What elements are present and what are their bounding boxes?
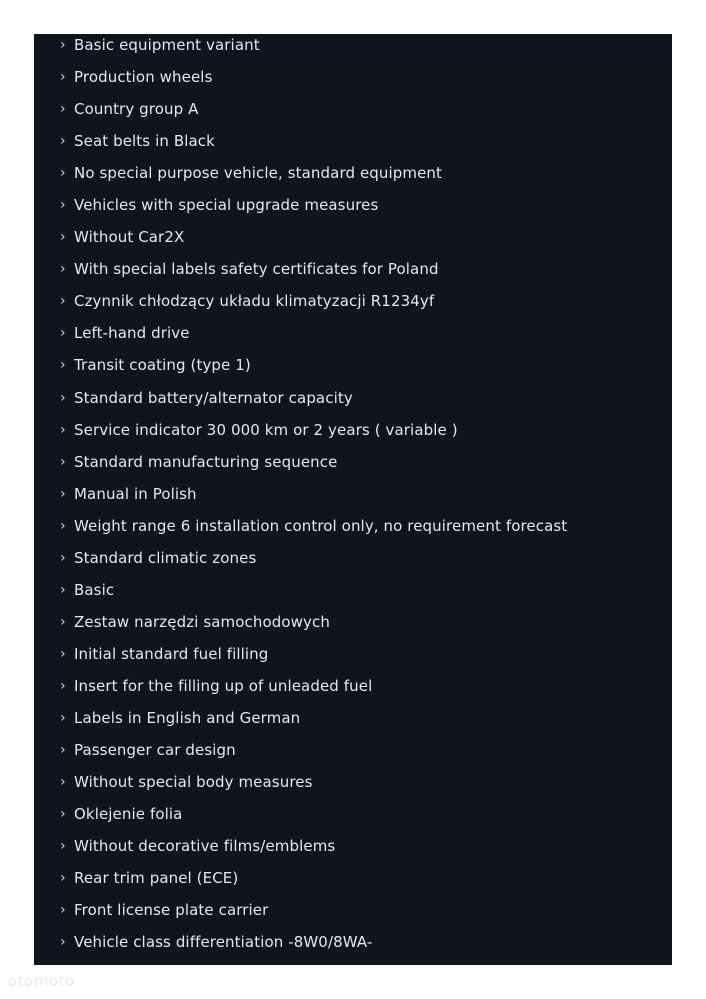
- list-item-label: Vehicles with special upgrade measures: [74, 196, 379, 215]
- list-item-label: Czynnik chłodzący układu klimatyzacji R1234yf: [74, 292, 435, 311]
- list-item-label: No special purpose vehicle, standard equipment: [74, 164, 443, 183]
- list-item-label: Labels in English and German: [74, 709, 301, 727]
- list-item-label: Manual in Polish: [74, 484, 197, 503]
- list-item: [60, 253, 660, 285]
- chevron-right-icon: ›: [60, 517, 66, 534]
- list-item: [60, 734, 660, 766]
- chevron-right-icon: ›: [60, 934, 66, 951]
- list-item: [60, 702, 660, 734]
- watermark: otomoto: [8, 972, 75, 990]
- equipment-list: [60, 29, 660, 958]
- list-item: [60, 349, 660, 381]
- list-item-label: Without decorative films/emblems: [74, 837, 336, 856]
- equipment-panel: [34, 34, 672, 965]
- chevron-right-icon: ›: [60, 838, 66, 855]
- list-item-label: Seat belts in Black: [74, 132, 215, 151]
- list-item-label: Passenger car design: [74, 741, 236, 760]
- list-item-label: Without special body measures: [74, 773, 313, 792]
- list-item-label: Standard battery/alternator capacity: [74, 388, 353, 407]
- chevron-right-icon: ›: [60, 774, 66, 791]
- list-item: [60, 478, 660, 510]
- list-item: [60, 798, 660, 830]
- list-item: [60, 446, 660, 478]
- chevron-right-icon: ›: [60, 806, 66, 823]
- list-item: [60, 574, 660, 606]
- list-item-label: Service indicator 30 000 km or 2 years ( variable ): [74, 420, 458, 439]
- chevron-right-icon: ›: [60, 710, 66, 726]
- list-item-label: Production wheels: [74, 68, 213, 87]
- chevron-right-icon: ›: [60, 37, 66, 54]
- chevron-right-icon: ›: [60, 549, 66, 566]
- list-item-label: Without Car2X: [74, 228, 185, 247]
- chevron-right-icon: ›: [60, 229, 66, 246]
- chevron-right-icon: ›: [60, 165, 66, 182]
- list-item: [60, 221, 660, 253]
- list-item: [60, 542, 660, 574]
- list-item-label: With special labels safety certificates for Poland: [74, 260, 439, 279]
- chevron-right-icon: ›: [60, 613, 66, 630]
- list-item: [60, 382, 660, 414]
- list-item-label: Transit coating (type 1): [74, 356, 251, 375]
- chevron-right-icon: ›: [60, 645, 66, 662]
- chevron-right-icon: ›: [60, 742, 66, 759]
- chevron-right-icon: ›: [60, 902, 66, 919]
- chevron-right-icon: ›: [60, 261, 66, 278]
- list-item: [60, 317, 660, 349]
- chevron-right-icon: ›: [60, 453, 66, 470]
- list-item-label: Oklejenie folia: [74, 805, 183, 824]
- list-item: [60, 862, 660, 894]
- chevron-right-icon: ›: [60, 69, 66, 86]
- chevron-right-icon: ›: [60, 421, 66, 438]
- list-item: [60, 894, 660, 926]
- chevron-right-icon: ›: [60, 389, 66, 406]
- list-item-label: Insert for the filling up of unleaded fuel: [74, 676, 373, 695]
- list-item-label: Standard climatic zones: [74, 548, 257, 567]
- chevron-right-icon: ›: [60, 325, 66, 342]
- list-item-label: Left-hand drive: [74, 324, 190, 343]
- list-item-label: Country group A: [74, 100, 199, 119]
- list-item: [60, 29, 660, 61]
- list-item: [60, 414, 660, 446]
- list-item-label: Basic equipment variant: [74, 36, 260, 55]
- list-item: [60, 157, 660, 189]
- list-item: [60, 670, 660, 702]
- list-item: [60, 926, 660, 958]
- list-item: [60, 93, 660, 125]
- list-item: [60, 125, 660, 157]
- list-item: [60, 61, 660, 93]
- chevron-right-icon: ›: [60, 870, 66, 887]
- list-item-label: Initial standard fuel filling: [74, 644, 269, 663]
- list-item: [60, 606, 660, 638]
- chevron-right-icon: ›: [60, 581, 66, 598]
- list-item-label: Zestaw narzędzi samochodowych: [74, 612, 330, 631]
- list-item: [60, 285, 660, 317]
- chevron-right-icon: ›: [60, 293, 66, 310]
- list-item-label: Vehicle class differentiation -8W0/8WA-: [74, 933, 373, 952]
- list-item: [60, 638, 660, 670]
- chevron-right-icon: ›: [60, 197, 66, 214]
- list-item: [60, 830, 660, 862]
- chevron-right-icon: ›: [60, 133, 66, 150]
- list-item-label: Rear trim panel (ECE): [74, 869, 239, 888]
- list-item: [60, 766, 660, 798]
- chevron-right-icon: ›: [60, 677, 66, 694]
- list-item-label: Front license plate carrier: [74, 901, 269, 920]
- list-item: [60, 510, 660, 542]
- chevron-right-icon: ›: [60, 101, 66, 118]
- chevron-right-icon: ›: [60, 485, 66, 502]
- list-item: [60, 189, 660, 221]
- list-item-label: Basic: [74, 580, 115, 599]
- list-item-label: Weight range 6 installation control only, no requirement forecast: [74, 516, 568, 535]
- chevron-right-icon: ›: [60, 357, 66, 374]
- list-item-label: Standard manufacturing sequence: [74, 452, 338, 471]
